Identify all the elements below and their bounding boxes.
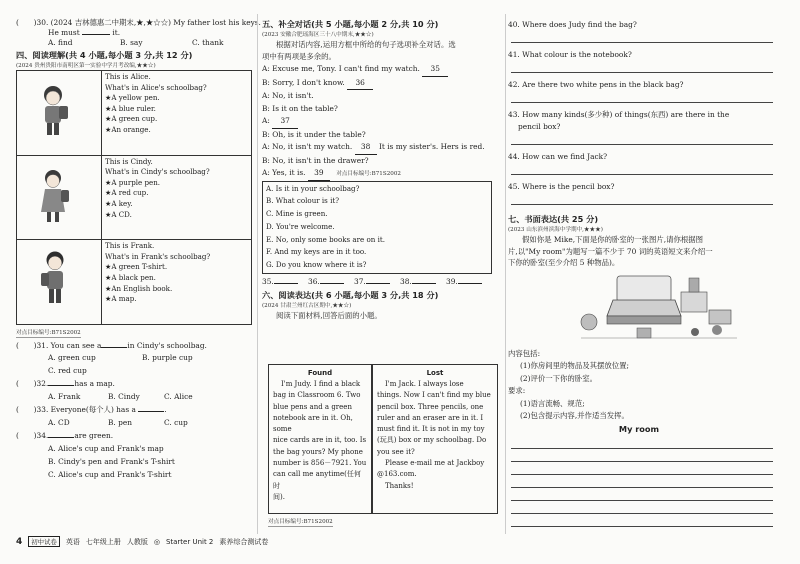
table-row [17, 240, 252, 325]
section-7-source: (2023 山东滨州滨海中学期中,★★★) [508, 227, 603, 233]
row-text-frank: This is Frank. What's in Frank's schoolbag? ★A green T-shirt. ★A black pen. ★An English book. ★A map. [102, 240, 252, 325]
writing-line[interactable] [511, 462, 773, 475]
answer-line[interactable] [511, 163, 773, 175]
found-notice: Found I'm Judy. I find a black bag in Classroom 6. Two blue pens and a green notebook are in it. Oh, some nice cards are in it, too. Is the bag yours? My phone number is 856－7921. You can call me anytime(任何时 间). [268, 364, 372, 514]
page-number: 4 [16, 536, 23, 547]
dialog-line: B: No, it isn't in the drawer? [262, 155, 369, 165]
q33: ( )33. Everyone(每个人) has a . [16, 404, 167, 414]
reading-table [16, 70, 252, 325]
writing-requirements: 内容包括: (1)你房间里的物品及其摆放位置; (2)评价一下你的卧室。 要求: (1)语言流畅、规范; (2)包含提示内容,并作适当发挥。 My room [508, 348, 784, 527]
writing-line[interactable] [511, 475, 773, 488]
dialog-line: B: Oh, is it under the table? [262, 129, 366, 139]
table-row [17, 155, 252, 240]
answer-blanks: 35. 36. 37. 38. 39. [262, 275, 502, 289]
answer-line[interactable] [511, 61, 773, 73]
girl-illustration [17, 155, 102, 240]
target-code: 对点目标编号:B71S2002 [268, 519, 333, 525]
writing-line[interactable] [511, 501, 773, 514]
section-4-title: 四、阅读理解(共 4 小题,每小题 3 分,共 12 分) [16, 50, 193, 60]
answer-line[interactable] [511, 193, 773, 205]
section-5-title: 五、补全对话(共 5 小题,每小题 2 分,共 10 分) [262, 19, 439, 29]
q42: 42. Are there two white pens in the black bag? [508, 80, 684, 89]
q30-options: A. find B. say C. thank [48, 38, 224, 47]
q45: 45. Where is the pencil box? [508, 182, 615, 191]
q32-options: A. Frank B. Cindy C. Alice [48, 391, 193, 401]
writing-line[interactable] [511, 449, 773, 462]
dialog-line: B: Is it on the table? [262, 103, 338, 113]
boy-illustration [17, 240, 102, 325]
writing-line[interactable] [511, 514, 773, 527]
boy-illustration [17, 71, 102, 156]
dialog-line: A: No, it isn't my watch. 38 It is my sister's. Hers is red. [262, 141, 502, 155]
dialog-line: B: Sorry, I don't know. 36 [262, 77, 502, 91]
column-left: ( )30. (2024 吉林德惠二中期末,★,★☆☆) My father lost his keys. He must it. A. find B. say C. thank 四、阅读理解(共 4 小题,每小题 3 分,共 12 分) (2024 贵州贵阳市南明区第一实验中学月考改编,★★☆) This is Alice. What's in Alice's schoolbag? ★A yellow pen. ★A blue ruler. ★A green cup. ★An orange. This is Cindy. What's in Cindy's schoolbag? ★A purple pen. ★A red cup. ★A key. ★A CD. This is Frank. What's in Frank's schoolbag? ★A green T-shirt. ★A black pen. ★An English book. ★A map. 对点目标编号:B71S2002 ( )31. You can see a in Cindy's schoolbag. A. green cup B. purple cup C. red cup ( )32. has a map. A. Frank B. Cindy C. Alice ( )33. Everyone(每个人) has a . A. CD B. pen C. cup ( )34. are green. A. Alice's cup and Frank's map B. Cindy's pen and Frank's T-shirt C. Alice's cup and Frank's T-shirt [16, 18, 261, 479]
q31-options: A. green cup B. purple cup [48, 352, 193, 362]
dialog-line: A: Excuse me, Tony. I can't find my watch. 35 [262, 63, 502, 77]
answer-line[interactable] [511, 91, 773, 103]
section-4-source: (2024 贵州贵阳市南明区第一实验中学月考改编,★★☆) [16, 63, 156, 69]
column-right: 40. Where does Judy find the bag? 41. What colour is the notebook? 42. Are there two white pens in the black bag? 43. How many kinds(多少种) of things(东西) are there in the pencil box? 44. How can we find Jack? 45. Where is the pencil box? 七、书面表达(共 25 分) (2023 山东滨州滨海中学期中,★★★) 假如你是 Mike,下面是你的卧室的一张图片,请你根据图 片,以"My room"为题写一篇不少于 70 词的英语短文来介绍一 下你的卧室(至少介绍 5 种物品)。 [508, 18, 784, 269]
dialog-line: A: 37 [262, 115, 502, 129]
dialog-line: A: Yes, it is. 39 对点目标编号:B71S2002 [262, 167, 502, 181]
target-code: 对点目标编号:B71S2002 [16, 329, 81, 336]
q34: ( )34. are green. [16, 430, 114, 440]
q43: 43. How many kinds(多少种) of things(东西) are there in the [508, 110, 730, 119]
column-divider [257, 14, 258, 534]
brand-badge: 初中试卷 [28, 536, 60, 547]
q41: 41. What colour is the notebook? [508, 50, 632, 59]
section-7-title: 七、书面表达(共 25 分) [508, 214, 599, 224]
section-6-title: 六、阅读表达(共 6 小题,每小题 3 分,共 18 分) [262, 290, 439, 301]
q40: 40. Where does Judy find the bag? [508, 20, 637, 29]
writing-line[interactable] [511, 488, 773, 501]
row-text-cindy: This is Cindy. What's in Cindy's schoolbag? ★A purple pen. ★A red cup. ★A key. ★A CD. [102, 155, 252, 240]
page-footer: 4 初中试卷 英语 七年级上册 人教版 ◎ Starter Unit 2 素养综合测试卷 [16, 536, 269, 547]
section-6-source: (2024 甘肃兰州红古区期中,★★☆) [262, 303, 352, 310]
lost-notice: Lost I'm Jack. I always lose things. Now I can't find my blue pencil box. Three pencils, one ruler and an eraser are in it. I must find it. It is not in my toy (玩具) box or my schoolbag. Do you see it? Please e-mail me at Jackboy @163.com. Thanks! [372, 364, 498, 514]
writing-line[interactable] [511, 436, 773, 449]
section-5-source: (2023 安徽合肥瑶海区三十八中期末,★★☆) [262, 32, 374, 38]
dialog-line: A: No, it isn't. [262, 91, 314, 100]
q31: ( )31. You can see a in Cindy's schoolbag. [16, 340, 207, 350]
bedroom-illustration [577, 270, 741, 344]
answer-line[interactable] [511, 133, 773, 145]
table-row [17, 71, 252, 156]
q32: ( )32. has a map. [16, 378, 115, 388]
essay-title: My room [618, 424, 660, 435]
row-text-alice: This is Alice. What's in Alice's schoolbag? ★A yellow pen. ★A blue ruler. ★A green cup. ★An orange. [102, 71, 252, 156]
q44: 44. How can we find Jack? [508, 152, 608, 161]
q33-options: A. CD B. pen C. cup [48, 417, 188, 427]
column-divider [505, 14, 506, 534]
q30: ( )30. (2024 吉林德惠二中期末,★,★☆☆) My father lost his keys. [16, 18, 261, 27]
options-box: A. Is it in your schoolbag? B. What colour is it? C. Mine is green. D. You're welcome. E. No, only some books are on it. F. And my keys are in it too. G. Do you know where it is? [262, 181, 492, 275]
column-middle: 五、补全对话(共 5 小题,每小题 2 分,共 10 分) (2023 安徽合肥瑶海区三十八中期末,★★☆) 根据对话内容,运用方框中所给的句子选项补全对话。选 项中有两项是多余的。 A: Excuse me, Tony. I can't find my watch. 35 B: Sorry, I don't know. 36 A: No, it isn't. B: Is it on the table? A: 37 B: Oh, is it under the table? A: No, it isn't my watch. 38 It is my sister's. Hers is red. B: No, it isn't in the drawer? A: Yes, it is. 39 对点目标编号:B71S2002 A. Is it in your schoolbag? B. What colour is it? C. Mine is green. D. You're welcome. E. No, only some books are on it. F. And my keys are in it too. G. Do you know where it is? 35. 36. 37. 38. 39. 六、阅读表达(共 6 小题,每小题 3 分,共 18 分) (2024 甘肃兰州红古区期中,★★☆) 阅读下面材料,回答后面的小题。 [262, 18, 502, 322]
answer-line[interactable] [511, 31, 773, 43]
bullet-icon: ◎ [153, 537, 160, 546]
